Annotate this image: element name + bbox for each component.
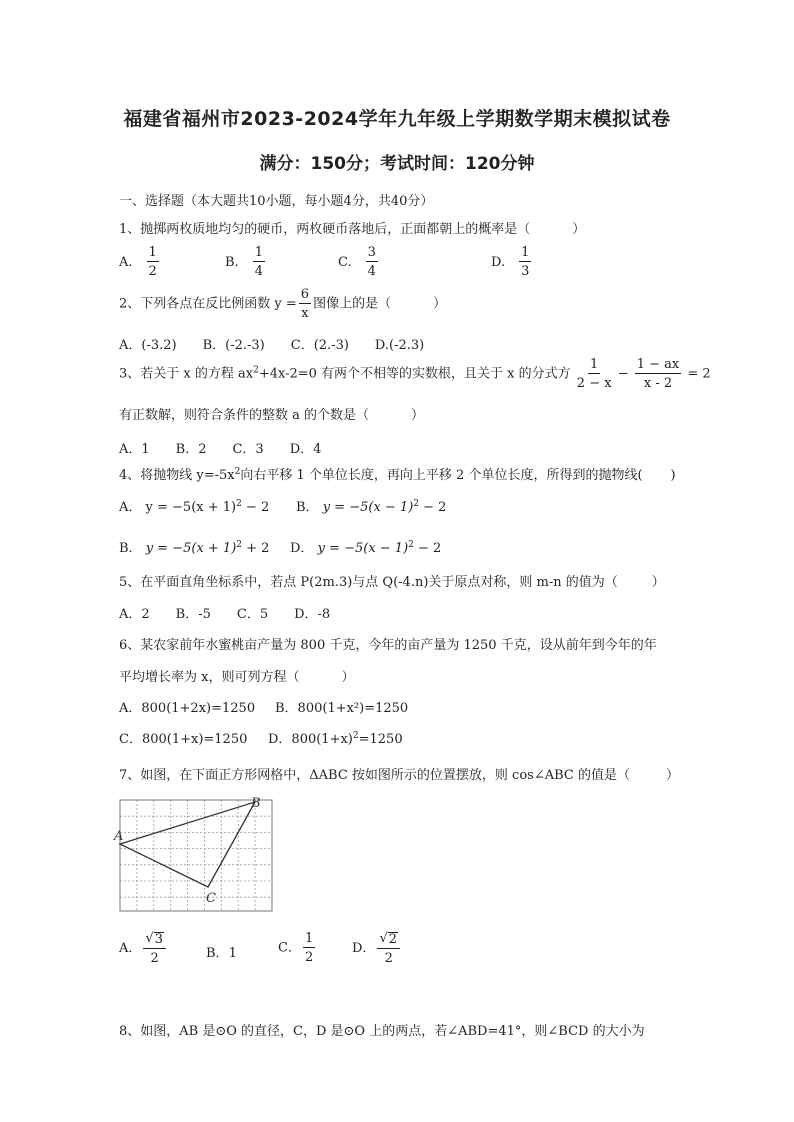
q3-options[interactable]: A．1 B．2 C．3 D．4: [119, 442, 322, 457]
q7-option-a[interactable]: A． √ 3 2: [119, 932, 168, 965]
question-1: 1、抛掷两枚质地均匀的硬币，两枚硬币落地后，正面都朝上的概率是（ ）: [119, 222, 586, 237]
question-3-line2: 有正数解，则符合条件的整数 a 的个数是（ ）: [119, 408, 425, 423]
q1-option-c[interactable]: C. $\frac{3}{4}$: [338, 245, 376, 279]
q1-option-b[interactable]: B. $\frac{1}{4}$: [225, 245, 263, 279]
section-heading: 一、选择题（本大题共10小题，每小题4分，共40分）: [119, 194, 434, 209]
q4-option-c[interactable]: B． $y = -5(x + 1)^2 + 2$: [119, 540, 270, 556]
triangle-grid-figure: [112, 794, 282, 918]
question-5: 5、在平面直角坐标系中，若点 P(2m.3)与点 Q(-4.n)关于原点对称，则 m-n 的值为（ ）: [119, 575, 665, 590]
q6-option-d[interactable]: D．$800(1+x)^2=1250$: [268, 731, 403, 747]
q6-option-b[interactable]: B．800(1+x²)=1250: [275, 701, 409, 716]
vertex-a-label: A: [114, 829, 124, 844]
question-8: 8、如图，AB 是⊙O 的直径，C，D 是⊙O 上的两点，若∠ABD=41°，则∠BCD 的大小为: [119, 1024, 645, 1039]
q5-options[interactable]: A．2 B．-5 C．5 D．-8: [119, 607, 331, 622]
vertex-b-label: B: [251, 796, 261, 811]
question-6: 6、某农家前年水蜜桃亩产量为 800 千克，今年的亩产量为 1250 千克，设从前年到今年的年: [119, 638, 657, 653]
question-3: 3、若关于 x 的方程 $ax^2+4x-2=0$ 有两个不相等的实数根，且关于 x 的分式方 $\frac{1}{2 - x}$ − $\frac{1 - ax}{x - 2}$ = 2: [119, 357, 711, 391]
q7-option-b[interactable]: B．1: [206, 946, 237, 961]
q4-option-b[interactable]: B． $y = -5(x - 1)^2 - 2$: [296, 499, 447, 515]
q4-option-a[interactable]: A． $y = -5(x + 1)^2 - 2$: [119, 499, 270, 515]
q7-option-c[interactable]: C． $\frac{1}{2}$: [278, 931, 314, 965]
question-1-stem: 1、抛掷两枚质地均匀的硬币，两枚硬币落地后，正面都朝上的概率是（: [119, 222, 531, 237]
exam-subtitle: 满分：150分；考试时间：120分钟: [259, 154, 535, 174]
q2-options[interactable]: A．(-3.2) B．(-2.-3) C．(2.-3) D.(-2.3): [119, 338, 425, 353]
exam-title: 福建省福州市2023-2024学年九年级上学期数学期末模拟试卷: [123, 108, 671, 130]
question-2: 2、下列各点在反比例函数 y = $\frac{6}{x}$ 图像上的是（ ）: [119, 287, 447, 321]
question-6-line2: 平均增长率为 x，则可列方程（ ）: [119, 670, 355, 685]
question-4: 4、将抛物线 $y=-5x^2$向右平移 1 个单位长度，再向上平移 2 个单位长度，所得到的抛物线( ): [119, 467, 676, 483]
q6-option-a[interactable]: A．800(1+2x)=1250: [119, 701, 256, 716]
question-7: 7、如图，在下面正方形网格中，ΔABC 按如图所示的位置摆放，则 cos∠ABC 的值是（ ）: [119, 768, 680, 783]
vertex-c-label: C: [206, 891, 216, 906]
q1-option-d[interactable]: D. $\frac{1}{3}$: [491, 245, 530, 279]
q6-option-c[interactable]: C．800(1+x)=1250: [119, 732, 248, 747]
q7-option-d[interactable]: D． √ 2 2: [352, 932, 402, 965]
q1-option-a[interactable]: A. $\frac{1}{2}$: [119, 245, 157, 279]
q4-option-d[interactable]: D． $y = -5(x - 1)^2 - 2$: [290, 540, 442, 556]
